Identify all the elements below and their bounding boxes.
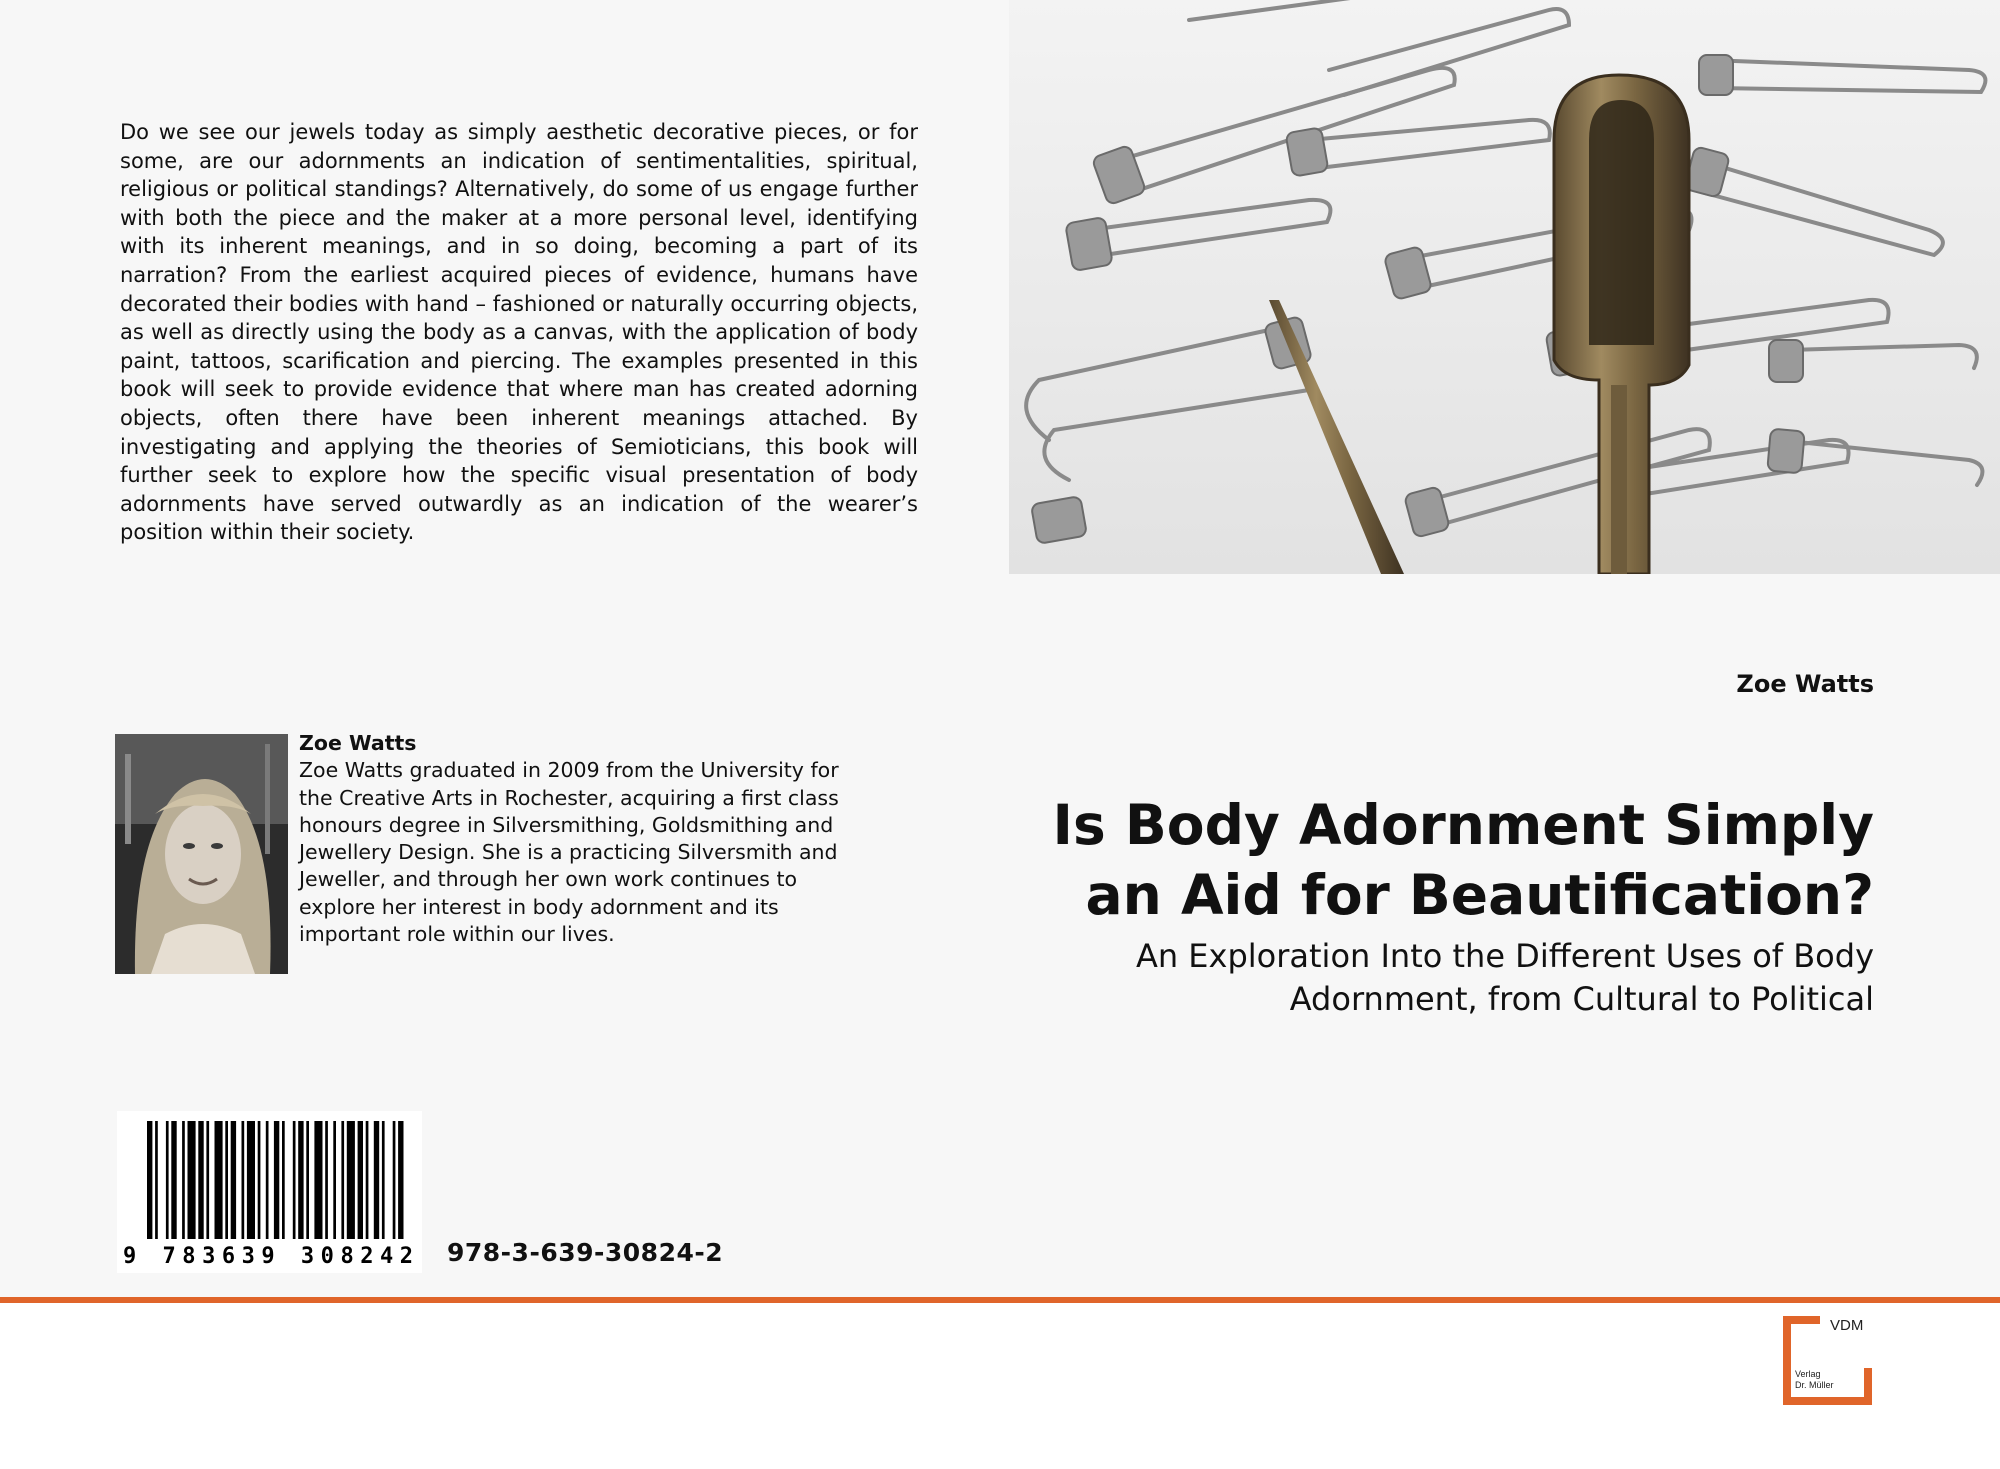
- isbn-number: 978-3-639-30824-2: [447, 1238, 724, 1267]
- barcode-bar: [206, 1121, 209, 1239]
- barcode-bar: [198, 1121, 203, 1239]
- barcode-digits: 9 783639 308242: [123, 1244, 413, 1269]
- book-subtitle: [974, 935, 1874, 1021]
- barcode-bar: [382, 1121, 385, 1239]
- barcode-bar: [155, 1121, 158, 1239]
- book-title: [974, 790, 1874, 930]
- barcode-bar: [225, 1121, 228, 1239]
- barcode-bar: [147, 1121, 152, 1239]
- publisher-logo-text: VDM: [1830, 1317, 1864, 1334]
- publisher-logo-sub-line1: Verlag: [1795, 1369, 1821, 1379]
- barcode: [117, 1111, 422, 1273]
- publisher-logo-sub-line2: Dr. Müller: [1795, 1380, 1834, 1390]
- barcode-bar: [347, 1121, 355, 1239]
- barcode-bar: [188, 1121, 196, 1239]
- barcode-bar: [333, 1121, 336, 1239]
- barcode-bar: [231, 1121, 236, 1239]
- author-portrait-photo: [115, 734, 288, 974]
- bio-text: Zoe Watts graduated in 2009 from the University for the Creative Arts in Rochester, acquiring a first class honours degree in Silversmithing, Goldsmithing and Jewellery Design. She is a practicing Silversmith and Jeweller, and through her own work continues to explore her interest in body adornment and its important role within our lives.: [299, 758, 839, 947]
- bio-author-name: Zoe Watts: [299, 731, 417, 755]
- barcode-bar: [325, 1121, 328, 1239]
- book-title-line2: an Aid for Beautification?: [1085, 863, 1874, 927]
- barcode-bar: [266, 1121, 269, 1239]
- barcode-bar: [247, 1121, 255, 1239]
- barcode-bar: [171, 1121, 176, 1239]
- book-subtitle-line1: An Exploration Into the Different Uses of Body: [1135, 937, 1874, 975]
- barcode-bar: [282, 1121, 285, 1239]
- barcode-bar: [374, 1121, 379, 1239]
- book-subtitle-line2: Adornment, from Cultural to Political: [1289, 980, 1874, 1018]
- barcode-bar: [298, 1121, 303, 1239]
- book-title-line1: Is Body Adornment Simply: [1052, 793, 1874, 857]
- barcode-bar: [306, 1121, 309, 1239]
- barcode-bar: [393, 1121, 396, 1239]
- barcode-bar: [166, 1121, 169, 1239]
- safety-pins-photo: [1009, 0, 2000, 574]
- barcode-bar: [314, 1121, 322, 1239]
- barcode-bar: [182, 1121, 185, 1239]
- footer-band: [0, 1303, 2000, 1469]
- barcode-bar: [398, 1121, 403, 1239]
- book-blurb: Do we see our jewels today as simply aesthetic decorative pieces, or for some, are our adornments an indication of sentimentalities, spiritual, religious or political standings? Alternatively, do some of us engage further with both the piece and the maker at a more personal level, identifying with its inherent meanings, and in so doing, becoming a part of its narration? From the earliest acquired pieces of evidence, humans have decorated their bodies with hand – fashioned or naturally occurring objects, as well as directly using the body as a canvas, with the application of body paint, tattoos, scarification and piercing. The examples presented in this book will seek to provide evidence that where man has created adorning objects, often there have been inherent meanings attached. By investigating and applying the theories of Semioticians, this book will further seek to explore how the specific visual presentation of body adornments have served outwardly as an indication of the wearer’s position within their society.: [120, 120, 918, 545]
- barcode-bar: [215, 1121, 223, 1239]
- barcode-bar: [274, 1121, 279, 1239]
- barcode-bar: [341, 1121, 344, 1239]
- barcode-bar: [242, 1121, 245, 1239]
- front-author-name: Zoe Watts: [1736, 670, 1874, 698]
- barcode-bar: [293, 1121, 296, 1239]
- publisher-logo-subtext: [1795, 1369, 1855, 1391]
- barcode-bar: [258, 1121, 261, 1239]
- author-bio: [299, 730, 859, 948]
- barcode-bar: [366, 1121, 369, 1239]
- publisher-logo: [1780, 1313, 1875, 1408]
- barcode-bar: [358, 1121, 363, 1239]
